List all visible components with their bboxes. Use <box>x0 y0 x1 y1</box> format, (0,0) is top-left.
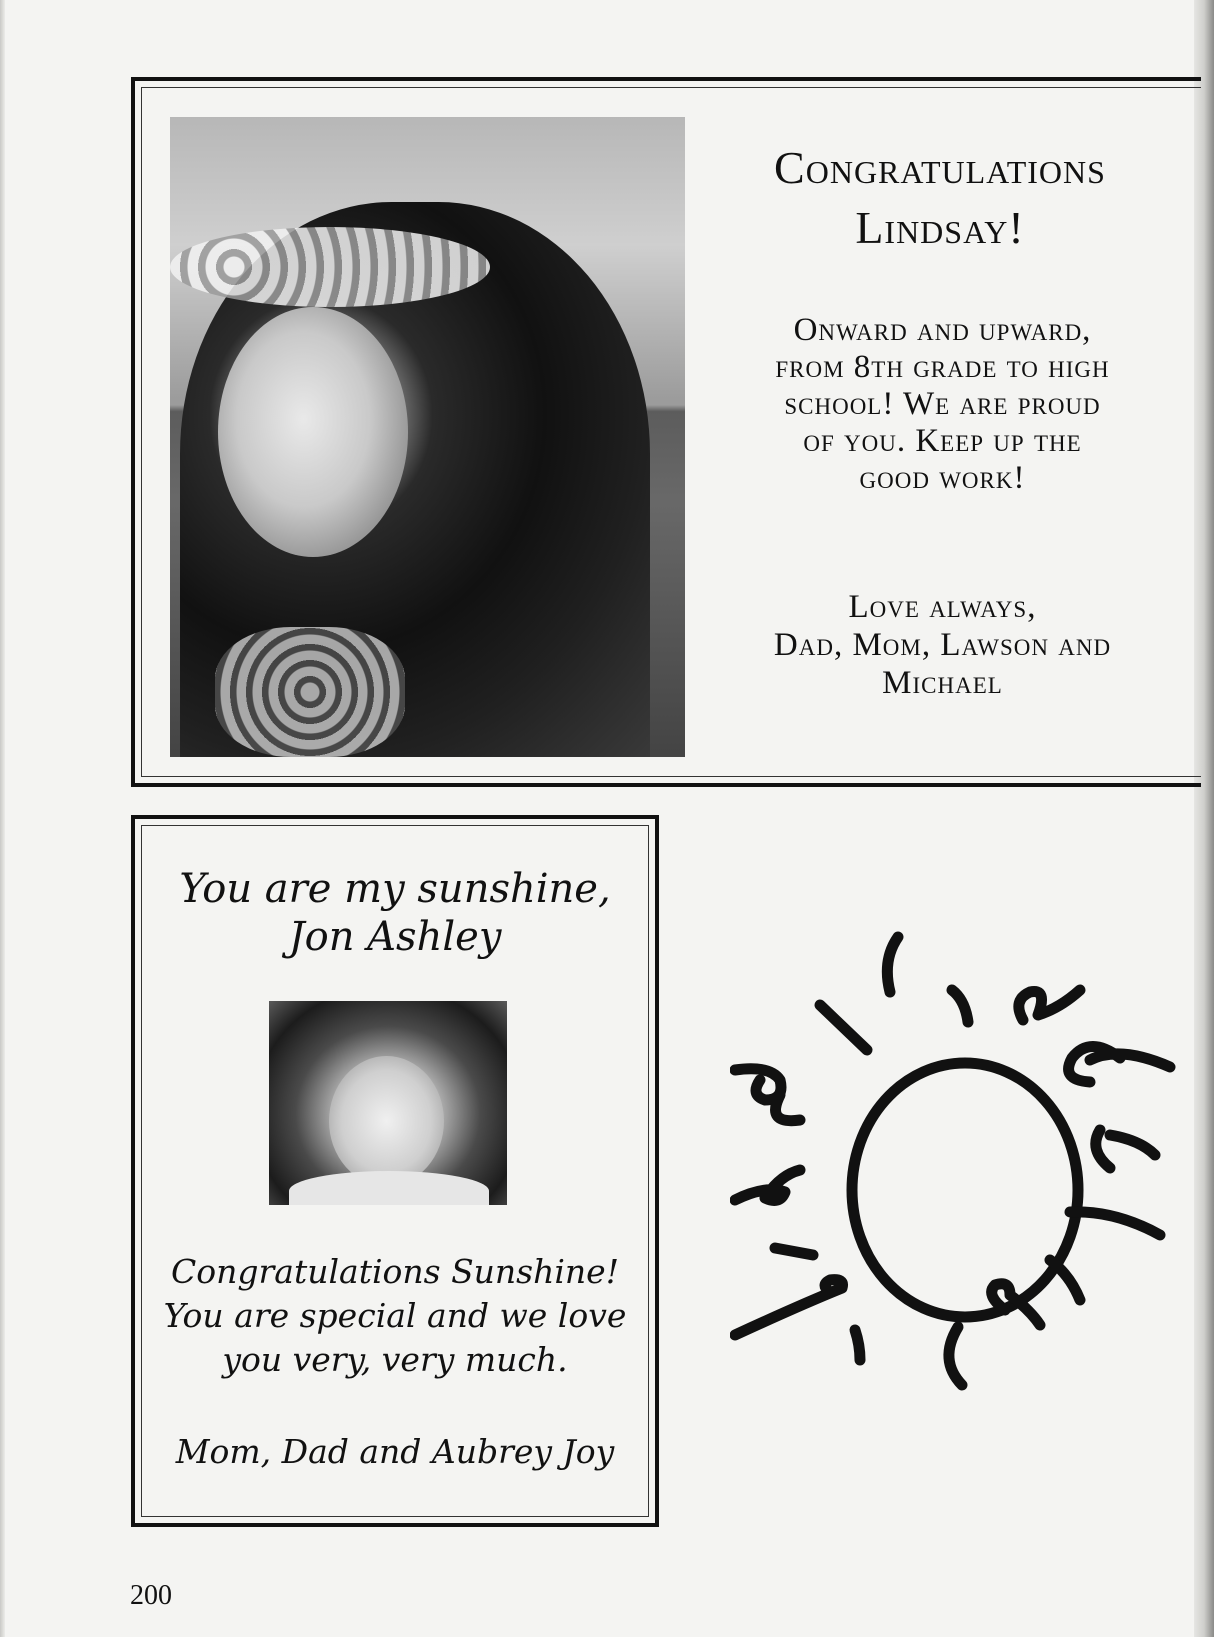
sun-ray <box>735 1280 843 1335</box>
message-line: good work! <box>859 460 1026 496</box>
title-line: Congratulations <box>774 142 1106 193</box>
lindsay-ad-title <box>700 138 1180 258</box>
message-line: of you. Keep up the <box>803 423 1082 459</box>
sun-ray <box>735 1170 800 1200</box>
flower-crown <box>170 227 490 307</box>
sun-ray <box>775 1248 813 1255</box>
sun-ray <box>1050 1260 1080 1300</box>
heading-line: You are my sunshine, <box>179 866 611 912</box>
message-line: Onward and upward, <box>793 312 1092 348</box>
message-line: you very, very much. <box>222 1340 568 1379</box>
sun-circle <box>852 1063 1078 1317</box>
signature-line: Dad, Mom, Lawson and <box>773 627 1112 663</box>
heading-line: Jon Ashley <box>288 914 502 960</box>
sun-illustration <box>730 930 1190 1400</box>
sun-ray <box>949 1327 962 1385</box>
page-number: 200 <box>130 1580 172 1611</box>
jon-ashley-ad-message <box>140 1250 650 1382</box>
sun-ray <box>1096 1130 1155 1168</box>
page-left-edge <box>0 0 5 1637</box>
sun-ray <box>1019 990 1080 1020</box>
sun-ray <box>887 937 898 992</box>
signature-line: Michael <box>882 665 1003 701</box>
sun-ray <box>1069 1047 1170 1083</box>
lindsay-ad-signature <box>705 588 1180 702</box>
lindsay-ad-message <box>705 312 1180 497</box>
child-shirt <box>289 1171 489 1205</box>
message-line: school! We are proud <box>784 386 1101 422</box>
flower-lei <box>215 627 405 757</box>
sun-ray <box>1070 1212 1160 1235</box>
sun-ray <box>952 990 968 1022</box>
jon-ashley-ad-signature: Mom, Dad and Aubrey Joy <box>175 1432 615 1471</box>
jon-ashley-ad-heading <box>140 865 650 961</box>
sun-ray <box>820 1005 867 1050</box>
message-line: from 8th grade to high <box>775 349 1110 385</box>
lindsay-face <box>218 307 408 557</box>
message-line: Congratulations Sunshine! <box>171 1252 619 1291</box>
sun-ray <box>855 1330 860 1360</box>
signature-line: Love always, <box>848 589 1037 625</box>
child-face <box>329 1056 444 1186</box>
lindsay-photo <box>170 117 685 757</box>
jon-ashley-photo <box>269 1001 507 1205</box>
title-line: Lindsay! <box>855 202 1025 253</box>
sun-ray <box>735 1069 800 1121</box>
message-line: You are special and we love <box>163 1296 627 1335</box>
